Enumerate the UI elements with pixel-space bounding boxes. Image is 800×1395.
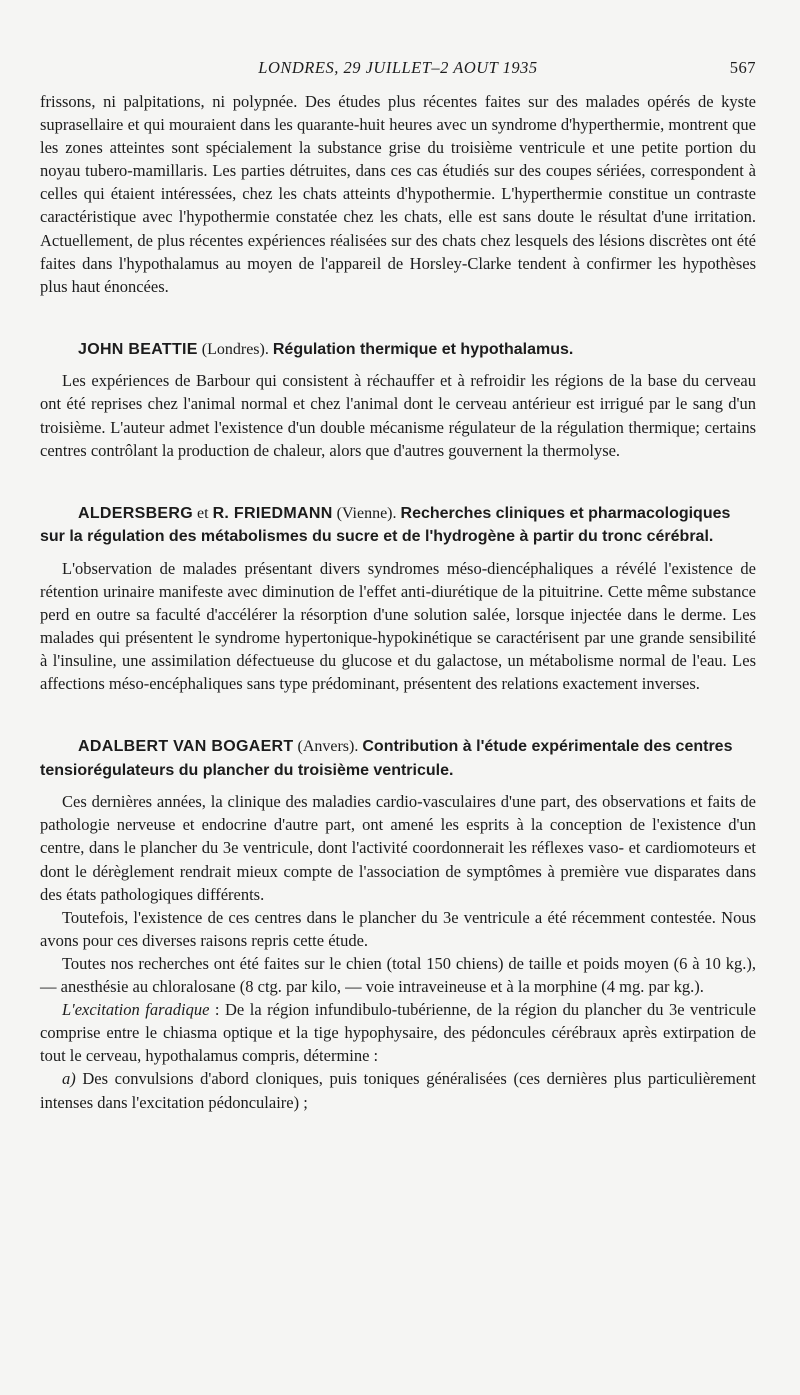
article-heading [40, 735, 756, 782]
article-author: ADALBERT VAN BOGAERT [78, 738, 294, 756]
article-aldersberg [40, 502, 756, 696]
continued-paragraph: frissons, ni palpitations, ni polypnée. Des études plus récentes faites sur des malades opérés de kyste suprasellaire et qui mouraient dans les quarante-huit heures avec un syndrome d'hyperthermie, montrent que les zones atteintes sont spécialement la substance grise du troisième ventricule et une petite portion du noyau tubero-mamillaris. Les parties détruites, dans ces cas étudiés sur des coupes sériées, correspondent à celles qui étaient intéressées, chez les chats atteints d'hypothermie. L'hyperthermie constitue un contraste caractéristique avec l'hypothermie constatée chez les chats, elle est sans doute le résultat d'une irritation. Actuellement, de plus récentes expériences réalisées sur des chats chez lesquels des lésions discrètes ont été faites dans l'hypothalamus au moyen de l'appareil de Horsley-Clarke tendent à confirmer les hypothèses plus haut énoncées. [40, 92, 756, 296]
article-paragraph: Toutes nos recherches ont été faites sur le chien (total 150 chiens) de taille et poids moyen (6 à 10 kg.), — anesthésie au chloralosane (8 ctg. par kilo, — voie intraveineuse et à la morphine (4 mg. par kg.). [40, 953, 756, 997]
excitation-paragraph [40, 998, 756, 1067]
article-title: Recherches cliniques et pharmacologiques sur la régulation des métabolismes du sucre et de l'hydrogène à partir du tronc cérébral. [40, 504, 731, 546]
article-author: ALDERSBERG [78, 504, 194, 522]
article-title: Régulation thermique et hypothalamus. [272, 340, 574, 358]
running-head [40, 58, 756, 84]
article-van-bogaert [40, 735, 756, 1113]
article-author-second: R. FRIEDMANN [212, 504, 333, 522]
article-beattie [40, 338, 756, 462]
article-city: (Vienne). [336, 504, 397, 522]
page-number: 567 [729, 58, 756, 77]
article-city: (Londres). [201, 340, 269, 358]
article-heading [40, 502, 756, 549]
article-author: JOHN BEATTIE [78, 340, 198, 358]
article-paragraph: Ces dernières années, la clinique des maladies cardio-vasculaires d'une part, des observations et faits de pathologie nerveuse et endocrine d'autre part, ont amené les esprits à la conception de l'existence d'un centre, dans le plancher du 3e ventricule, dont l'activité coordonnerait les réflexes vaso- et cardiomoteurs et dont le dérèglement rendrait mieux compte de l'association de symptômes à première vue disparates dans des états pathologiques différents. [40, 792, 756, 904]
list-marker: a) [62, 1069, 76, 1089]
article-paragraph: L'observation de malades présentant divers syndromes méso-diencéphaliques a révélé l'existence de rétention urinaire manifeste avec diminution de l'effet anti-diurétique de la pituitrine. Cette même substance perd en outre sa faculté d'accélérer la résorption d'une solution salée, lorsque injectée dans le derme. Les malades qui présentent le syndrome hypertonique-hypokinétique se caractérisent par une grande sensibilité à l'insuline, une assimilation défectueuse du glucose et du galactose, un métabolisme normal de l'eau. Les affections méso-encéphaliques sans type prédominant, présentent des relations exactement inverses. [40, 558, 756, 694]
list-item [40, 1067, 756, 1113]
list-text: Des convulsions d'abord cloniques, puis toniques généralisées (ces dernières plus particulièrement intenses dans l'excitation pédonculaire) ; [40, 1069, 756, 1112]
article-city: (Anvers). [297, 738, 359, 756]
excitation-label: L'excitation faradique [62, 1000, 210, 1020]
article-title: Contribution à l'étude expérimentale des centres tensiorégulateurs du plancher du troisième ventricule. [40, 738, 733, 779]
article-paragraph: Les expériences de Barbour qui consistent à réchauffer et à refroidir les régions de la base du cerveau ont été reprises chez l'animal normal et chez l'animal dont le cerveau antérieur est irrigué par le sang d'un troisième. L'auteur admet l'existence d'un double mécanisme régulateur de la régulation thermique; certains centres contrôlant la production de chaleur, alors que d'autres gouvernent la thermolyse. [40, 371, 756, 460]
article-author-connector: et [197, 504, 209, 522]
running-head-title: LONDRES, 29 JUILLET–2 AOUT 1935 [258, 58, 538, 77]
excitation-text: : De la région infundibulo-tubérienne, de la région du plancher du 3e ventricule comprise entre le chiasma optique et la tige hypophysaire, des pédoncules cérébraux après extirpation de tout le cerveau, hypothalamus compris, détermine : [40, 1000, 757, 1066]
article-heading [40, 338, 756, 362]
article-paragraph: Toutefois, l'existence de ces centres dans le plancher du 3e ventricule a été récemment contestée. Nous avons pour ces diverses raisons repris cette étude. [40, 907, 756, 950]
